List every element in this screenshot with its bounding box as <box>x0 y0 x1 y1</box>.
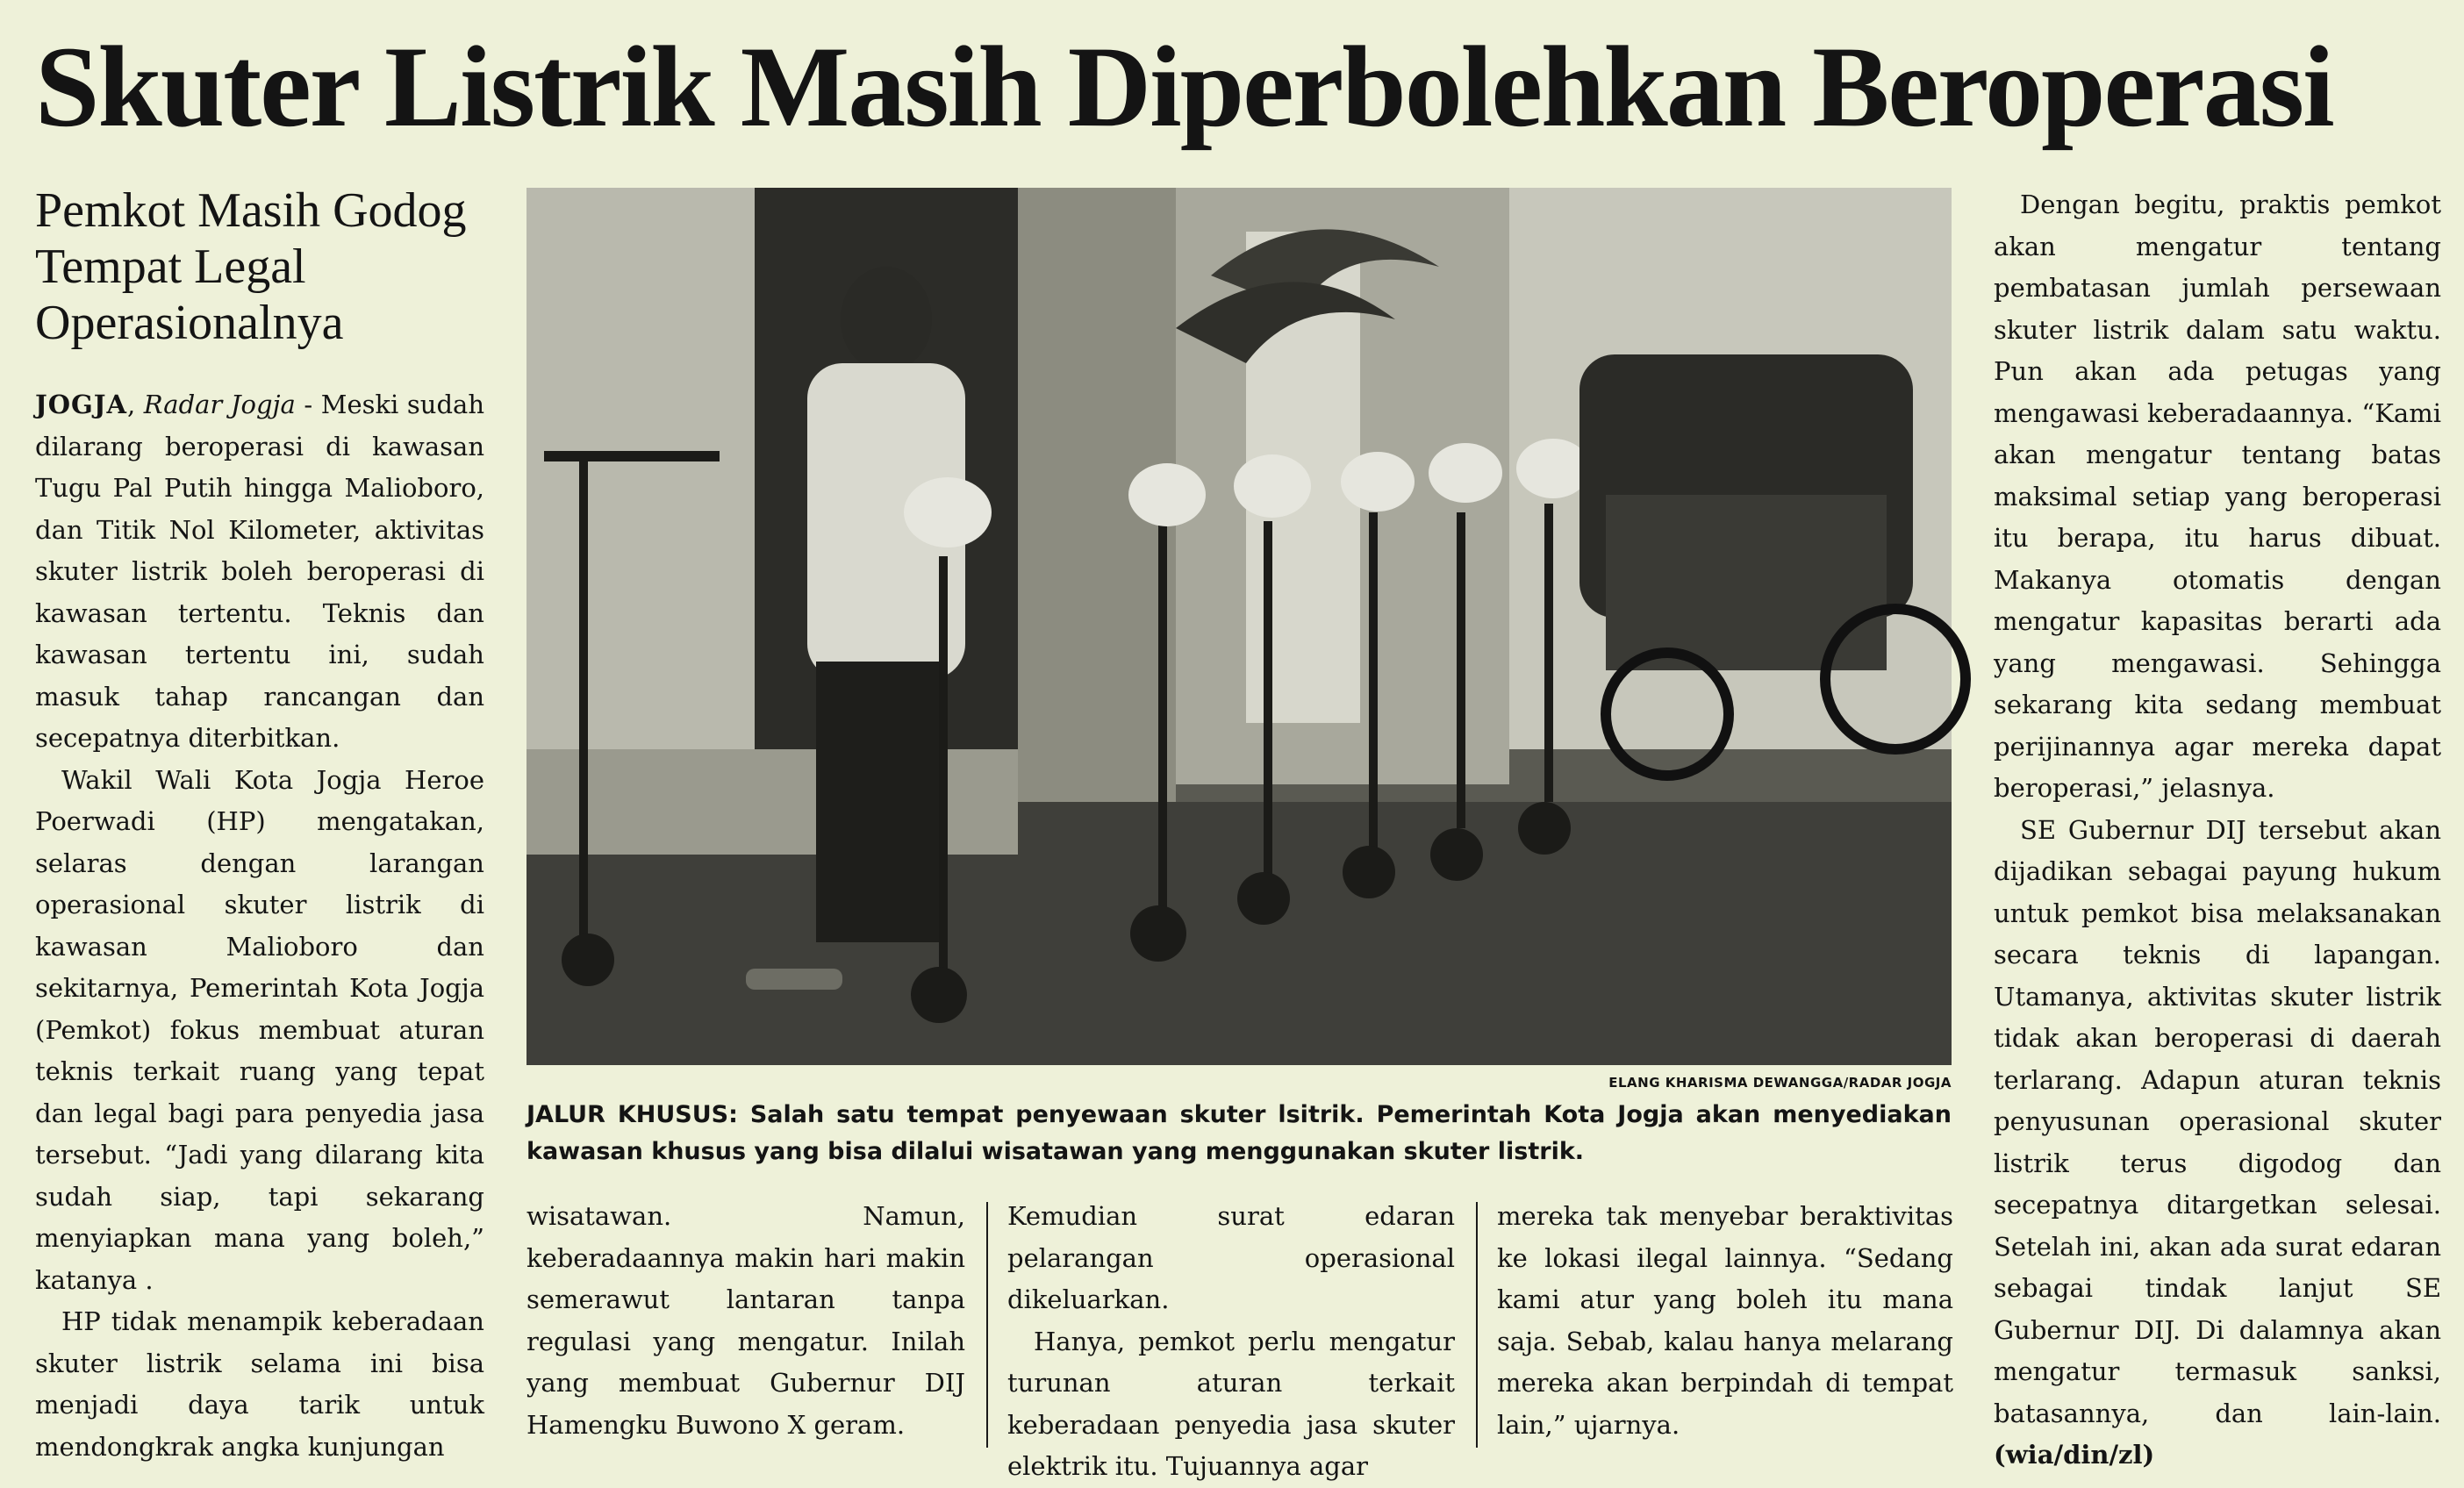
dateline-text: - Meski sudah dilarang beroperasi di kawasan Tugu Pal Putih hingga Malioboro, dan Titik Nol Kilometer, aktivitas skuter listrik boleh beroperasi di kawasan tertentu. Teknis dan kawasan tertentu ini, sudah masuk tahap rancangan dan secepatnya diterbitkan. <box>35 390 484 753</box>
article-column-1 <box>35 384 484 1462</box>
news-photo <box>526 188 1952 1065</box>
column-rule <box>986 1202 988 1448</box>
scooter-photo-illustration <box>526 188 1952 1065</box>
dateline-paragraph: JOGJA, Radar Jogja - Meski sudah dilarang beroperasi di kawasan Tugu Pal Putih hingga Malioboro, dan Titik Nol Kilometer, aktivitas skuter listrik boleh beroperasi di kawasan tertentu. Teknis dan kawasan tertentu ini, sudah masuk tahap rancangan dan secepatnya diterbitkan. <box>35 390 484 753</box>
caption-label: JALUR KHUSUS: <box>526 1101 738 1128</box>
headline: Skuter Listrik Masih Diperbolehkan Beroperasi <box>35 22 2333 151</box>
photo-credit: ELANG KHARISMA DEWANGGA/RADAR JOGJA <box>1608 1075 1952 1091</box>
article-column-2 <box>526 1196 965 1459</box>
paragraph: wisatawan. Namun, keberadaannya makin hari makin semerawut lantaran tanpa regulasi yang mengatur. Inilah yang membuat Gubernur DIJ Hamengku Buwono X geram. <box>526 1201 965 1440</box>
paragraph: Wakil Wali Kota Jogja Heroe Poerwadi (HP) mengatakan, selaras dengan larangan operasional skuter listrik di kawasan Malioboro dan sekitarnya, Pemerintah Kota Jogja (Pemkot) fokus membuat aturan teknis terkait ruang yang tepat dan legal bagi para penyedia jasa tersebut. “Jadi yang dilarang kita sudah siap, tapi sekarang menyiapkan mana yang boleh,” katanya . <box>35 764 484 1295</box>
paragraph: Hanya, pemkot perlu mengatur turunan aturan terkait keberadaan penyedia jasa skuter elektrik itu. Tujuannya agar <box>1007 1326 1455 1481</box>
article-column-3 <box>1007 1196 1455 1481</box>
signoff: (wia/din/zl) <box>1994 1440 2155 1470</box>
article-column-right <box>1994 184 2441 1470</box>
subheadline: Pemkot Masih Godog Tempat Legal Operasionalnya <box>35 183 467 350</box>
photo-caption <box>526 1097 1952 1170</box>
paragraph-text: SE Gubernur DIJ tersebut akan dijadikan sebagai payung hukum untuk pemkot bisa melaksanakan secara teknis di lapangan. Utamanya, aktivitas skuter listrik tidak akan beroperasi di daerah terlarang. Adapun aturan teknis penyusunan operasional skuter listrik terus digodog dan secepatnya ditargetkan selesai. Setelah ini, akan ada surat edaran sebagai tindak lanjut SE Gubernur DIJ. Di dalamnya akan mengatur termasuk sanksi, batasannya, dan lain-lain. <box>1994 814 2441 1428</box>
dateline-city: JOGJA <box>35 390 127 419</box>
caption-text: Salah satu tempat penyewaan skuter lsitrik. Pemerintah Kota Jogja akan menyediakan kawasan khusus yang bisa dilalui wisatawan yang menggunakan skuter listrik. <box>526 1101 1952 1165</box>
column-rule <box>1476 1202 1478 1448</box>
paragraph: mereka tak menyebar beraktivitas ke lokasi ilegal lainnya. “Sedang kami atur yang boleh itu mana saja. Sebab, kalau hanya melarang mereka akan berpindah di tempat lain,” ujarnya. <box>1497 1201 1953 1440</box>
paragraph: Dengan begitu, praktis pemkot akan mengatur tentang pembatasan jumlah persewaan skuter listrik dalam satu waktu. Pun akan ada petugas yang mengawasi keberadaannya. “Kami akan mengatur tentang batas maksimal setiap yang beroperasi itu berapa, itu harus dibuat. Makanya otomatis dengan mengatur kapasitas berarti ada yang mengawasi. Sehingga sekarang kita sedang membuat perijinannya agar mereka dapat beroperasi,” jelasnya. <box>1994 190 2441 803</box>
paragraph <box>1994 810 2441 1477</box>
article-column-4 <box>1497 1196 1953 1459</box>
paragraph: Kemudian surat edaran pelarangan operasional dikeluarkan. <box>1007 1201 1455 1314</box>
paragraph: HP tidak menampik keberadaan skuter listrik selama ini bisa menjadi daya tarik untuk mendongkrak angka kunjungan <box>35 1306 484 1462</box>
dateline-source: Radar Jogja <box>143 390 296 419</box>
